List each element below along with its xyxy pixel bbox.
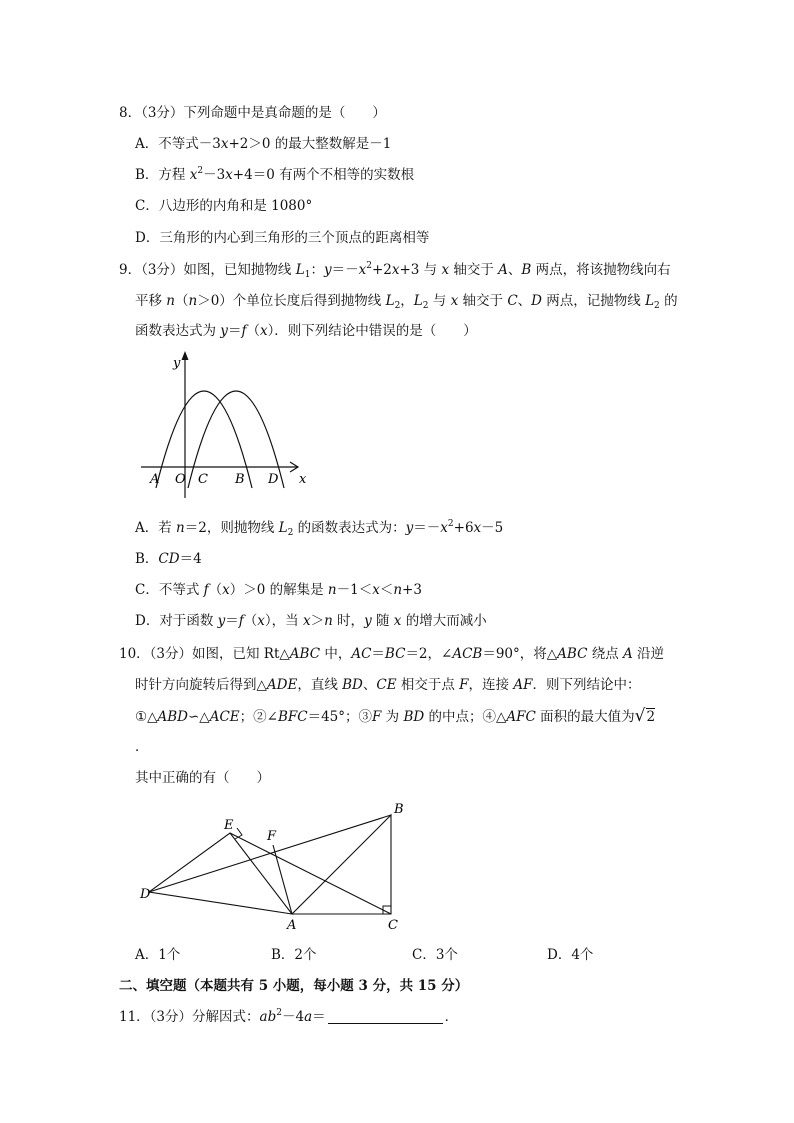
label-b: B [394,802,404,817]
q10-question: 其中正确的有（ ） [135,770,270,786]
q8-option-c: C．八边形的内角和是 1080° [135,198,313,214]
q11-stem: 11．（3分）分解因式：$ab^2-4a=$ ． [119,1008,459,1025]
q10-option-c: C．3个 [412,947,458,963]
y-axis-arrow [182,351,189,360]
q10-triangle-figure [130,795,420,940]
answer-blank[interactable] [328,1009,443,1024]
q8-option-b: B．方程 $x^2-3x+4=0$ 有两个不相等的实数根 [135,166,415,183]
label-o: O [175,472,186,487]
line-af [273,845,292,914]
q10-stem-line2: 时针方向旋转后得到△ADE，直线 BD、CE 相交于点 F，连接 AF．则下列结论中： [135,677,641,693]
right-angle-e [235,828,242,839]
label-c: C [198,472,208,487]
q9-option-a: A．若 n＝2，则抛物线 $L_2$ 的函数表达式为：$y=-x^2+6x-5$ [135,519,504,538]
q9-parabola-graph [135,348,315,500]
q10-stem-line1: 10．（3分）如图，已知 Rt△ABC 中，AC＝BC＝2，∠ACB＝90°，将△ABC 绕点 A 沿逆 [119,646,665,662]
section-heading: 二、填空题（本题共有 5 小题，每小题 3 分，共 15 分） [119,978,469,994]
triangle-abc [292,815,391,914]
label-d: D [268,472,279,487]
triangle-ade [149,833,292,914]
q8-option-a: A．不等式－3x+2＞0 的最大整数解是－1 [135,136,392,152]
line-ce [230,833,391,914]
q10-option-b: B．2个 [271,947,317,963]
q10-option-d: D．4个 [547,947,594,963]
label-a: A [287,918,297,933]
q8-stem: 8．（3分）下列命题中是真命题的是（ ） [119,105,386,121]
label-b: B [235,472,245,487]
q9-stem-line1: 9．（3分）如图，已知抛物线 $L_1$：$y=-x^2+2x+3$ 与 x 轴交于 A、B 两点，将该抛物线向右 [119,261,671,280]
label-c: C [388,918,398,933]
q9-stem-line3: 函数表达式为 y＝f（x）．则下列结论中错误的是（ ） [135,323,477,339]
label-x: x [299,472,307,487]
label-y: y [173,356,181,371]
q10-option-a: A．1个 [135,947,181,963]
label-d: D [140,887,151,902]
sqrt-two: √2 [634,706,656,726]
label-f: F [267,829,277,844]
q10-period: ． [135,739,149,755]
q9-option-c: C．不等式 f（x）＞0 的解集是 n－1＜x＜n+3 [135,582,422,598]
q9-option-d: D．对于函数 y＝f（x），当 x＞n 时，y 随 x 的增大而减小 [135,613,487,629]
q9-stem-line2: 平移 n（n＞0）个单位长度后得到抛物线 $L_2$，$L_2$ 与 x 轴交于 C、D 两点，记抛物线 $L_2$ 的 [135,293,678,311]
q10-stem-line3: ①△ABD∽△ACE；②∠BFC＝45°；③F 为 BD 的中点；④△AFC 面积的最大值为√2 [135,706,656,726]
label-e: E [224,818,234,833]
q9-option-b: B．CD＝4 [135,551,202,567]
label-a: A [150,472,160,487]
q8-option-d: D．三角形的内心到三角形的三个顶点的距离相等 [135,230,430,246]
